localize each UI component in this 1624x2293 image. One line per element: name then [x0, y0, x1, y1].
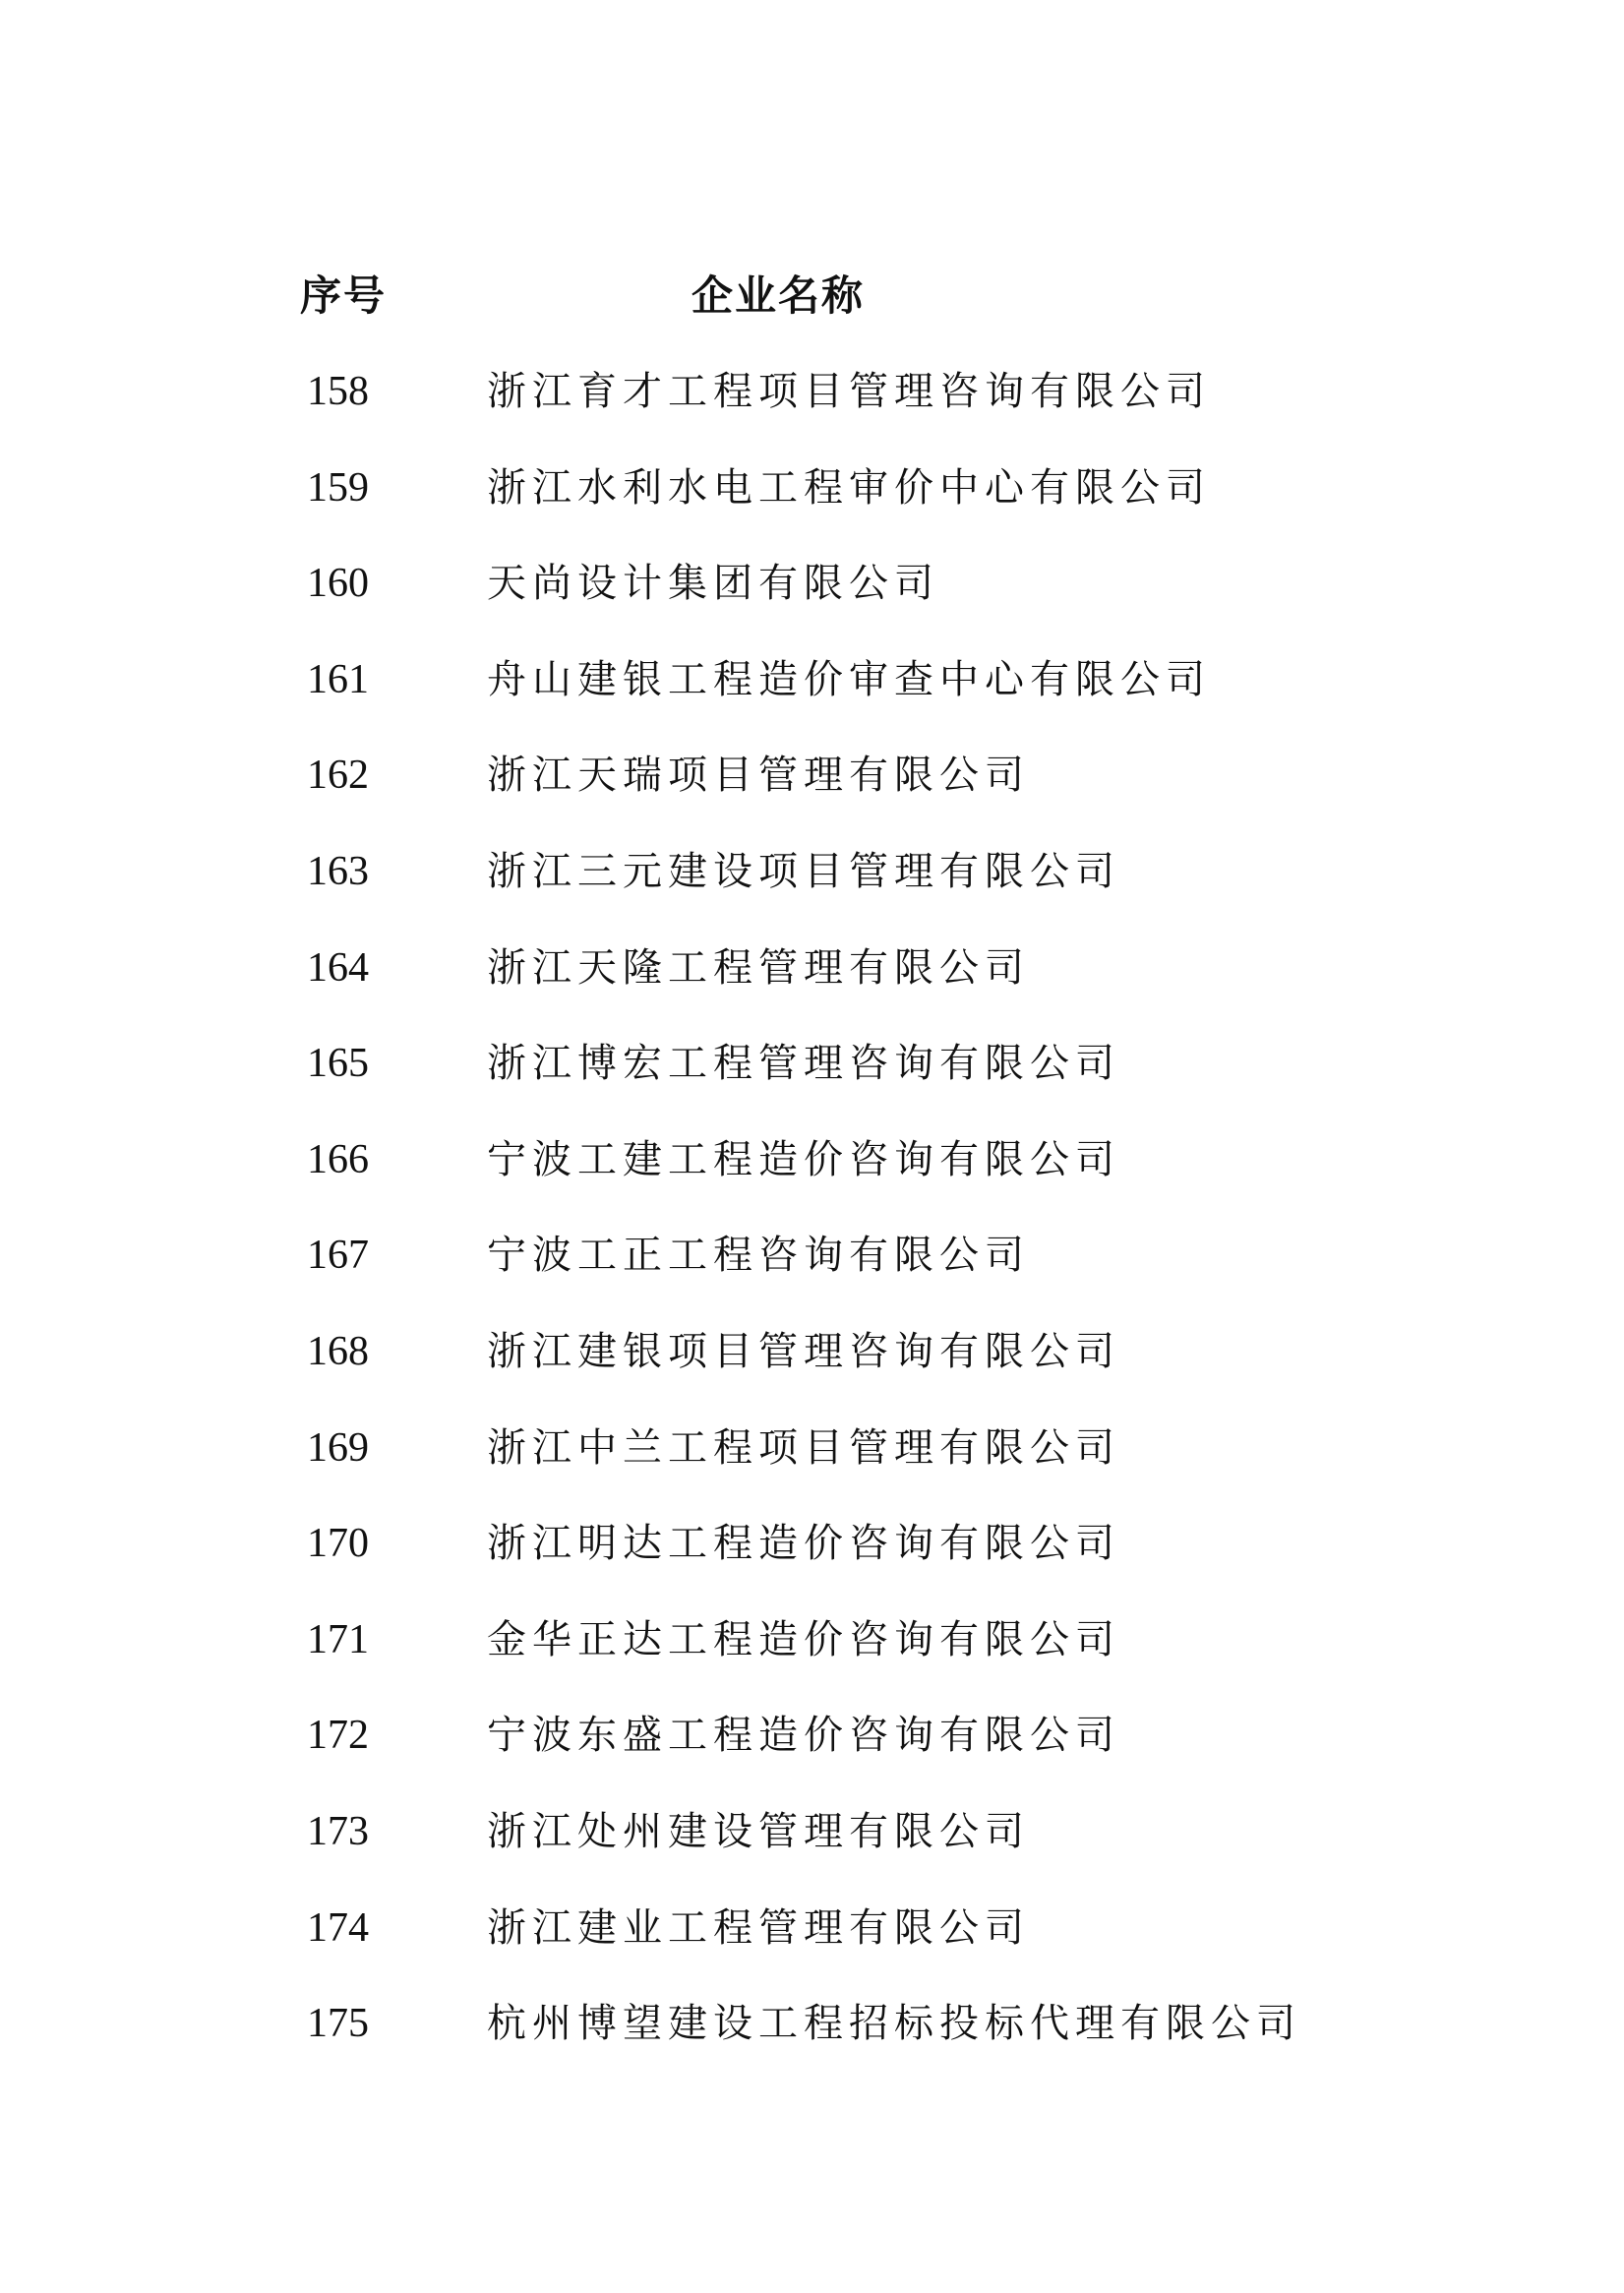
table-header	[0, 264, 1624, 323]
company-name: 浙江博宏工程管理咨询有限公司	[487, 1041, 1120, 1087]
table-row	[0, 1706, 1624, 1802]
company-name: 浙江建银项目管理咨询有限公司	[487, 1328, 1120, 1374]
row-number: 173	[307, 1808, 369, 1854]
table-row	[0, 554, 1624, 650]
table-row	[0, 1514, 1624, 1610]
company-name: 宁波东盛工程造价咨询有限公司	[487, 1713, 1120, 1759]
table-row	[0, 746, 1624, 842]
table-row	[0, 938, 1624, 1035]
table-row	[0, 1130, 1624, 1227]
table-row	[0, 1802, 1624, 1899]
company-name: 浙江建业工程管理有限公司	[487, 1904, 1030, 1951]
row-number: 162	[307, 753, 369, 799]
company-name: 天尚设计集团有限公司	[487, 561, 939, 607]
column-header-company-name: 企业名称	[692, 272, 866, 320]
company-name: 金华正达工程造价咨询有限公司	[487, 1616, 1120, 1662]
row-number: 163	[307, 848, 369, 894]
row-number: 165	[307, 1041, 369, 1087]
company-name: 杭州博望建设工程招标投标代理有限公司	[487, 2001, 1301, 2047]
table-row	[0, 1322, 1624, 1418]
table-row	[0, 1226, 1624, 1322]
company-name: 宁波工正工程咨询有限公司	[487, 1233, 1030, 1279]
row-number: 161	[307, 656, 369, 702]
row-number: 169	[307, 1424, 369, 1471]
row-number: 174	[307, 1904, 369, 1951]
table-row	[0, 458, 1624, 555]
row-number: 172	[307, 1713, 369, 1759]
row-number: 167	[307, 1233, 369, 1279]
company-name: 浙江天隆工程管理有限公司	[487, 944, 1030, 991]
table-row	[0, 842, 1624, 938]
table-row	[0, 1418, 1624, 1515]
row-number: 159	[307, 464, 369, 511]
company-name: 舟山建银工程造价审查中心有限公司	[487, 656, 1211, 702]
row-number: 168	[307, 1328, 369, 1374]
company-name: 浙江中兰工程项目管理有限公司	[487, 1424, 1120, 1471]
company-name: 浙江三元建设项目管理有限公司	[487, 848, 1120, 894]
table-row	[0, 1610, 1624, 1707]
row-number: 164	[307, 944, 369, 991]
company-list	[0, 362, 1624, 2090]
table-row	[0, 650, 1624, 747]
row-number: 175	[307, 2001, 369, 2047]
company-name: 宁波工建工程造价咨询有限公司	[487, 1136, 1120, 1182]
company-name: 浙江明达工程造价咨询有限公司	[487, 1521, 1120, 1567]
row-number: 160	[307, 561, 369, 607]
company-name: 浙江天瑞项目管理有限公司	[487, 753, 1030, 799]
column-header-serial-number: 序号	[300, 272, 388, 320]
row-number: 171	[307, 1616, 369, 1662]
table-row	[0, 1899, 1624, 1995]
company-name: 浙江处州建设管理有限公司	[487, 1808, 1030, 1854]
company-name: 浙江育才工程项目管理咨询有限公司	[487, 369, 1211, 414]
row-number: 158	[307, 369, 369, 414]
row-number: 170	[307, 1521, 369, 1567]
row-number: 166	[307, 1136, 369, 1182]
table-row	[0, 1994, 1624, 2090]
company-name: 浙江水利水电工程审价中心有限公司	[487, 464, 1211, 511]
table-row	[0, 1034, 1624, 1130]
table-row	[0, 362, 1624, 458]
